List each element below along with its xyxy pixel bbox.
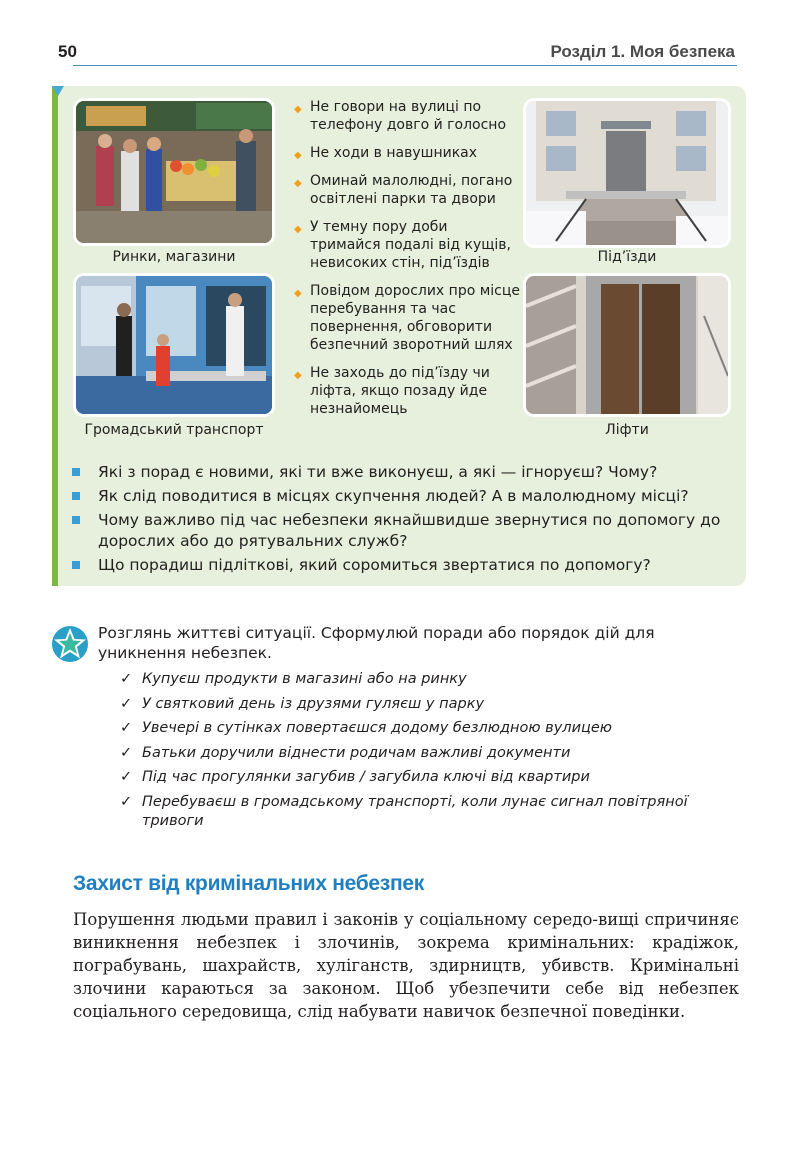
checkmark-icon: ✓ [120, 671, 133, 687]
diamond-bullet-icon: ◆ [294, 370, 302, 381]
chapter-title: Розділ 1. Моя безпека [550, 42, 735, 61]
task-instructions: Розглянь життєві ситуації. Сформулюй поради або порядок дій для уникнення небезпек. [98, 624, 655, 662]
list-item: ✓ Батьки доручили віднести родичам важливі документи [120, 744, 571, 761]
star-task-icon [50, 624, 90, 668]
list-item: ✓ Перебуваєш в громадському транспорті, коли лунає сигнал повітряної тривоги [120, 793, 688, 829]
square-bullet-icon [72, 516, 80, 524]
list-item: ◆ Повідом дорослих про місце перебування та час повернення, обговорити безпечний зворотний шлях [294, 283, 521, 353]
safety-tips-list [292, 98, 522, 428]
entrance-photo [526, 101, 728, 245]
list-item: Що порадиш підліткові, який соромиться звертатися по допомогу? [70, 555, 738, 576]
list-item: ◆ Не говори на вулиці по телефону довго й голосно [294, 99, 507, 133]
body-paragraph: Порушення людьми правил і законів у соціальному середо-вищі спричиняє виникнення небезпек і злочинів, зокрема кримінальних: крадіжок, пограбувань, шахрайств, хуліганств, здирництв, убивств. Кримінальні злочини караються за законом. Щоб убезпечити себе від небезпек соціального середовища, слід набувати навичок безпечної поведінки. [73, 910, 739, 1021]
square-bullet-icon [72, 561, 80, 569]
diamond-bullet-icon: ◆ [294, 178, 302, 189]
list-item: Які з порад є новими, які ти вже виконуєш, а які — ігноруєш? Чому? [70, 462, 738, 483]
list-item: ✓ У святковий день із друзями гуляєш у парку [120, 695, 485, 712]
transport-photo [76, 276, 272, 414]
checkmark-icon: ✓ [120, 720, 133, 736]
panel-accent-bar [52, 86, 58, 586]
list-item: ✓ Купуєш продукти в магазині або на ринку [120, 671, 467, 687]
market-photo [76, 101, 272, 243]
transport-caption: Громадський транспорт [84, 422, 264, 438]
list-item: ✓ Під час прогулянки загубив / загубила ключі від квартири [120, 769, 590, 785]
entrance-caption: Під’їзди [597, 249, 657, 265]
elevator-caption: Ліфти [605, 422, 649, 438]
elevator-photo [526, 276, 728, 414]
page-number: 50 [58, 42, 77, 61]
situations-list [120, 670, 740, 836]
checkmark-icon: ✓ [120, 695, 133, 712]
list-item: Чому важливо під час небезпеки якнайшвидше звернутися по допомогу до дорослих або до рятувальних служб? [70, 510, 738, 552]
list-item: ◆ Не ходи в навушниках [292, 144, 522, 162]
checkmark-icon: ✓ [120, 744, 133, 761]
checkmark-icon: ✓ [120, 793, 133, 810]
header-divider [73, 65, 737, 66]
panel-corner-marker [52, 86, 64, 96]
diamond-bullet-icon: ◆ [294, 150, 302, 161]
discussion-questions [70, 462, 738, 579]
checkmark-icon: ✓ [120, 769, 133, 785]
list-item: ✓ Увечері в сутінках повертаєшся додому безлюдною вулицею [120, 720, 612, 736]
list-item: ◆ У темну пору доби тримайся подалі від кущів, невисоких стін, під’їздів [294, 219, 512, 271]
diamond-bullet-icon: ◆ [294, 104, 302, 115]
diamond-bullet-icon: ◆ [294, 224, 302, 235]
list-item: ◆ Оминай малолюдні, погано освітлені парки та двори [294, 173, 513, 207]
list-item: Як слід поводитися в місцях скупчення людей? А в малолюдному місці? [70, 486, 738, 507]
diamond-bullet-icon: ◆ [294, 288, 302, 299]
square-bullet-icon [72, 468, 80, 476]
square-bullet-icon [72, 492, 80, 500]
section-heading: Захист від кримінальних небезпек [73, 872, 424, 895]
market-caption: Ринки, магазини [112, 249, 236, 265]
list-item: ◆ Не заходь до під’їзду чи ліфта, якщо позаду йде незнайомець [294, 365, 490, 417]
